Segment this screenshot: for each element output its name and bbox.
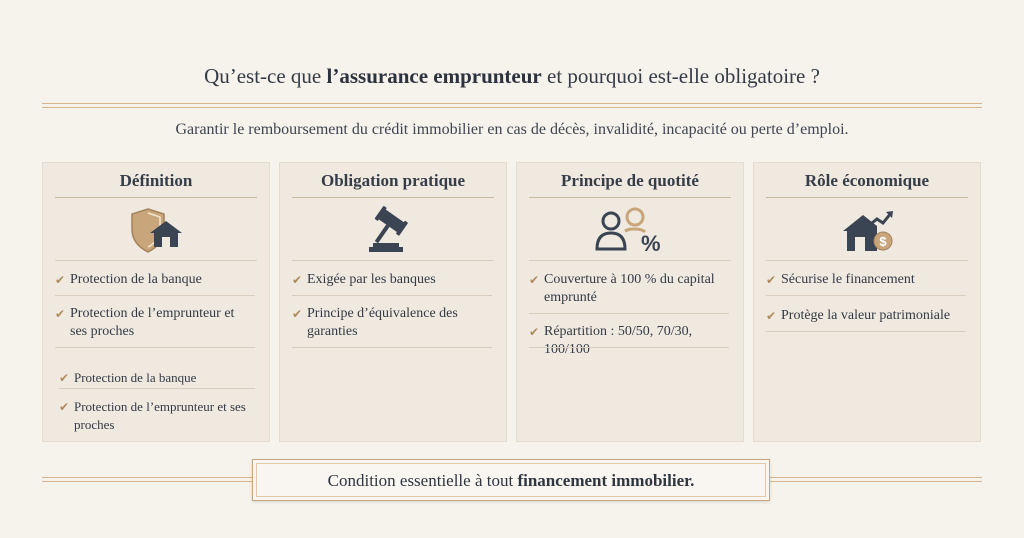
- check-icon: ✔: [766, 273, 777, 287]
- card-divider: [529, 197, 731, 198]
- title-part2: et pourquoi est-elle obligatoire ?: [541, 64, 820, 88]
- check-icon: ✔: [55, 273, 66, 287]
- title-divider: [42, 103, 982, 108]
- list-item: ✔ Protection de l’emprunteur et ses proches: [55, 306, 235, 339]
- page-title: [0, 64, 1024, 89]
- card-divider: [55, 260, 257, 261]
- card-title: Rôle économique: [804, 171, 930, 190]
- card-divider: [292, 260, 494, 261]
- check-icon: ✔: [766, 309, 777, 323]
- list-item: ✔ Couverture à 100 % du capital emprunté: [529, 272, 715, 305]
- people-percent-icon: [585, 205, 675, 255]
- card-title: Principe de quotité: [561, 171, 699, 190]
- item-divider: [55, 347, 255, 348]
- house-growth-icon: [837, 205, 897, 255]
- list-item: ✔ Protection de la banque: [55, 272, 202, 287]
- check-icon: ✔: [529, 325, 540, 339]
- title-bold: l’assurance emprunteur: [326, 64, 542, 88]
- card-role: [753, 162, 981, 442]
- check-icon: ✔: [59, 371, 70, 385]
- item-divider: [529, 313, 729, 314]
- list-item: ✔ Principe d’équivalence des garanties: [292, 306, 458, 339]
- check-icon: ✔: [55, 307, 66, 321]
- card-divider: [766, 197, 968, 198]
- item-divider: [529, 347, 729, 348]
- footer-banner: [252, 459, 770, 501]
- item-divider: [292, 347, 492, 348]
- svg-text:$: $: [879, 234, 887, 249]
- list-item: ✔ Sécurise le financement: [766, 272, 915, 287]
- banner-text: Condition essentielle à tout financement immobilier.: [327, 471, 695, 490]
- shield-house-icon: [126, 205, 186, 255]
- card-title: Obligation pratique: [320, 171, 466, 190]
- card-title: Définition: [119, 171, 193, 190]
- card-divider: [55, 197, 257, 198]
- check-icon: ✔: [292, 307, 303, 321]
- card-obligation: [279, 162, 507, 442]
- list-item: ✔ Protection de l’emprunteur et ses proches: [59, 399, 246, 432]
- check-icon: ✔: [292, 273, 303, 287]
- list-item: ✔ Exigée par les banques: [292, 272, 436, 287]
- gavel-icon: [363, 205, 423, 255]
- item-divider: [766, 331, 966, 332]
- footer-divider-right: [770, 477, 982, 482]
- item-divider: [55, 295, 255, 296]
- item-divider: [292, 295, 492, 296]
- list-item: ✔ Protège la valeur patrimoniale: [766, 308, 951, 323]
- card-definition: [42, 162, 270, 442]
- item-divider: [59, 388, 255, 389]
- page-subtitle: Garantir le remboursement du crédit immobilier en cas de décès, invalidité, incapacité ou perte d’emploi.: [175, 121, 849, 138]
- check-icon: ✔: [529, 273, 540, 287]
- card-divider: [766, 260, 968, 261]
- card-divider: [292, 197, 494, 198]
- list-item: ✔ Protection de la banque: [59, 370, 197, 385]
- svg-text:%: %: [641, 231, 661, 255]
- list-item: ✔ Répartition : 50/50, 70/30, 100/100: [529, 324, 693, 357]
- item-divider: [766, 295, 966, 296]
- card-divider: [529, 260, 731, 261]
- card-quotite: [516, 162, 744, 442]
- footer-divider-left: [42, 477, 252, 482]
- check-icon: ✔: [59, 400, 70, 414]
- title-part1: Qu’est-ce que: [204, 64, 327, 88]
